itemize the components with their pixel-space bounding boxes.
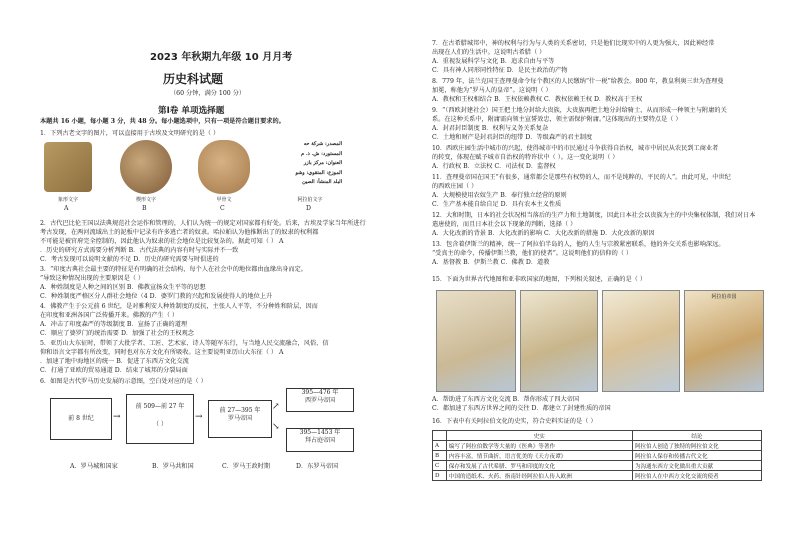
q4-line: 在印度和亚洲各国广泛传播开来。佛教的产生（ ） xyxy=(40,312,179,319)
q6-stem: 6．如图是古代罗马历史发展的示意图，空白处对应的是（ ） xyxy=(40,378,207,385)
section-intro: 本题共 16 小题，每小题 3 分，共 48 分。每小题选项中，只有一项是符合题目要求的。 xyxy=(40,118,285,125)
table-row: D 中国的造纸术、火药、指南针经阿拉伯人传入欧洲 阿拉伯人在中西方文化交流的使者 xyxy=(433,471,762,481)
q7-option: C．具有神人同形同性特征 D．是民主政治的产物 xyxy=(432,67,568,74)
q9-option: A．封君封臣制度 B．权利与义务关系复杂 xyxy=(432,125,549,132)
q2-line: 考古发现，在两河流域出土的泥板中记录有许多逃亡者的奴隶。哈拉帕认为他推断出了的奴隶的权利都 xyxy=(40,229,319,236)
q11-option: A．大规模使用农奴生产 B．奉行独立经营的原则 xyxy=(432,192,567,199)
q3-line: ”导致这种情况出现的主要原因是（ ） xyxy=(40,275,145,282)
table-row: B 内容丰富，情节曲折，语言优美的《天方夜谭》 阿拉伯人保存和传播古代文化 xyxy=(433,451,762,461)
q11-line: 11．查理曼帝国在国王“有很多，通常都会是那些有权势的人，而不是纯粹的、平民的人”。由此可见，中世纪 xyxy=(432,174,731,181)
flow-blank: （ ） xyxy=(153,421,167,428)
q13-line: 13．包含着伊斯兰的精神，统一了阿拉伯半岛的人，他的人生与宗教紧密联系，他的外交关系也影响深远。 xyxy=(432,241,725,248)
caption-d: 阿拉伯文字 xyxy=(297,197,323,203)
arabic-text-image: المصدر: شركة حه المستورد: ش. ذ. م العنوان: مركز بازر الموزع: المتقوي: وشو البلد المنشأ: الصين xyxy=(295,141,342,185)
q2-option: C．考古发现可以说明文献的不足 D．历史的研究需要与时俱进的 xyxy=(40,256,219,263)
hieroglyph-image xyxy=(44,142,92,192)
q8-line: 8．779 年，法兰克国王查理曼命令每个教区的人民缴纳“什一税”给教会。800 年，教皇利奥三世为查理曼 xyxy=(432,78,724,85)
q12-line: 12．大和时期，日本的社会状况相当落后的生产力和土地制度，因此日本社会以贵族为主的中央集权体制，我们对日本 xyxy=(432,212,756,219)
flow-empire: 前 27—395 年 罗马帝国 xyxy=(208,400,272,438)
caption-b: 楔形文字 xyxy=(135,197,156,203)
q2-option: ．历史的研究方式需要分析判断 B．古代法典的内容有时与实际并不一致 xyxy=(40,247,239,254)
q6-option: D．东罗马帝国 xyxy=(296,463,339,470)
flow-east: 395—1453 年 拜占庭帝国 xyxy=(286,428,354,452)
q6-option: B．罗马共和国 xyxy=(152,463,194,470)
q10-line: 10．西欧庄园生活中城市的兴起，使得城市中的市民通过斗争获得自治权，城市中居民从农民到工商业者 xyxy=(432,145,719,152)
header-fact: 史实 xyxy=(446,431,632,441)
q7-line: 出现在人们的生活中。这说明古希腊（ ） xyxy=(432,49,546,56)
q11-option: C．生产基本能自给自足 D．具有农本主义性质 xyxy=(432,201,562,208)
q4-option: A．冲击了印度森严的等级制度 B．宣扬了正确的道理 xyxy=(40,321,188,328)
flow-period: 前 509—前 27 年 （ ） xyxy=(126,394,194,444)
q1-stem: 1．下列古老文字的图片，可以直接用于古埃及文明研究的是（ ） xyxy=(40,130,220,137)
caption-c: 甲骨文 xyxy=(216,197,232,203)
flow-west: 395—476 年 西罗马帝国 xyxy=(286,388,354,412)
q16-table xyxy=(432,430,762,481)
q3-option: C．种姓制度严格区分人群社会地位（4 D．婆罗门教的兴起和发展使得人的地位上升 xyxy=(40,293,273,300)
q10-option: A．行政权 B．立法权 C．司法权 D．监督权 xyxy=(432,163,556,170)
q3-line: 3．“印度古典社会最主要的特征是有明确的社会结构，每个人在社会中的地位都由血缘出身而定。 xyxy=(40,266,307,273)
q4-option: C．顺应了婆罗门的统治需要 D．加强了社会的王权观念 xyxy=(40,330,194,337)
map-empire-3 xyxy=(602,290,680,392)
q15-stem: 15．下面为世界古代地图和亚非欧国家的地图，下列相关叙述，正确的是（ ） xyxy=(432,276,647,283)
q9-line: 系。在这种关系中，附庸需向领主宣誓效忠，领主需保护附庸。”这体现出的主要特点是（ ） xyxy=(432,116,682,123)
flow-arrow: → xyxy=(195,412,203,422)
q5-line: 5．亚历山大东征时，带领了大批学者、工匠、艺术家、诗人等随军东行，与当地人民交流融合，风俗、信 xyxy=(40,340,329,347)
q15-option: A．帮助进了东西方文化交流 B．帮你形成了四大帝国 xyxy=(432,396,580,403)
q11-line: 的西欧庄园（ ） xyxy=(432,183,478,190)
q2-line: 不可能是被官府完全控制的，因此他认为奴隶的社会地位是比较复杂的。据此可知（ ） A xyxy=(40,238,284,245)
exam-title: 2023 年秋期九年级 10 月月考 xyxy=(150,52,293,63)
letter-b: B xyxy=(142,205,147,212)
section-title: 第Ⅰ卷 单项选择题 xyxy=(158,106,225,116)
table-header-row xyxy=(433,431,762,441)
table-row: A 编写了阿拉伯数学等大量的《医典》等著作 阿拉伯人创造了独特的阿拉伯文化 xyxy=(433,441,762,451)
q12-option: A．大化改新的背景 B．大化改新的影响 C．大化改新的措施 D．大化改新的原因 xyxy=(432,230,655,237)
q9-line: 9．“（西欧封建社会）国王把土地分封给大贵族，大贵族再把土地分封给骑士，从而形成一种领主与附庸的关 xyxy=(432,107,727,114)
map-empire-2 xyxy=(520,290,598,392)
flow-start: 前 8 世纪 xyxy=(50,398,112,440)
oracle-bone-image xyxy=(198,140,250,194)
letter-a: A xyxy=(64,205,69,212)
q15-option: C．都加速了东西方世界之间的交往 D．都建立了封建性质的帝国 xyxy=(432,405,611,412)
q5-line: 仰和语言文字都有所改变，同时也对东方文化有所吸收。这主要说明亚历山大东征（ ） A xyxy=(40,349,284,356)
q12-line: 遣唐使的，而且日本社会以下现象的判断，选择（ ） xyxy=(432,221,577,228)
flow-arrow-down: ↘ xyxy=(272,422,280,432)
q8-option: A．教权和王权相结合 B．王权依赖教权 C．教权依赖王权 D．教权高于王权 xyxy=(432,96,643,103)
header-conclusion: 结论 xyxy=(632,431,761,441)
q3-option: A．种姓制度是人种之间的区别 B．佛教宣扬众生平等的思想 xyxy=(40,284,206,291)
q8-line: 加冕，称他为“罗马人的皇帝”。这说明（ ） xyxy=(432,87,552,94)
q6-option: C．罗马王政时期 xyxy=(222,463,271,470)
subject-title: 历史科试题 xyxy=(163,72,224,86)
q9-option: C．土地和财产是封君封臣的纽带 D．等级森严的君主制度 xyxy=(432,134,593,141)
q10-line: 的转变，体现在赋予城市自治权的特许状中（ ）。这一变化说明（ ） xyxy=(432,154,619,161)
map-empire-1 xyxy=(436,290,516,392)
q6-option: A．罗马城和国家 xyxy=(70,463,118,470)
q4-line: 4．佛教产生于公元前 6 世纪，是对雅利安人种姓制度的反抗，主张人人平等，不分种姓和阶层，因而 xyxy=(40,303,318,310)
cuneiform-tablet-image xyxy=(120,140,172,194)
flow-arrow-up: ↗ xyxy=(272,402,280,412)
caption-a: 象形文字 xyxy=(57,197,78,203)
right-column xyxy=(400,0,794,550)
q7-line: 7．在古希腊城邦中，神的权利与行为与人类的关系密切，只是他们比现实中的人更为强大，因此神经常 xyxy=(432,40,715,47)
letter-d: D xyxy=(306,205,311,212)
q5-option: ．加速了地中海地区的统一 B．促进了东西方文化交流 xyxy=(40,358,189,365)
table-row: C 保存和发展了古代希腊、罗马和印度的文化 为沟通东西方文化做出重大贡献 xyxy=(433,461,762,471)
letter-c: C xyxy=(220,205,225,212)
q7-option: A．重视发展科学与文化 B．追求自由与平等 xyxy=(432,58,555,65)
q2-line: 2．古代巴比伦王国以法典规范社会运作和管理的，人们认为统一的规定对国家都有好处。后来，古埃及学家当年所进行 xyxy=(40,220,366,227)
q13-option: A．基督教 B．伊斯兰教 C．佛教 D．道教 xyxy=(432,259,550,266)
q5-option: C．打通了亚欧的贸易通道 D．结束了城邦的分裂局面 xyxy=(40,367,188,374)
map-arab-empire: 阿拉伯帝国 xyxy=(684,290,764,392)
flow-arrow: → xyxy=(113,412,121,422)
exam-meta: （60 分钟，满分 100 分） xyxy=(170,90,246,97)
q13-line: “受真主的命令，传播伊斯兰教，他们的使者”。这说明他们的信仰的（ ） xyxy=(432,250,633,257)
q16-stem: 16．下表中有关阿拉伯文化的史实，符合史料实证的是（ ） xyxy=(432,418,597,425)
